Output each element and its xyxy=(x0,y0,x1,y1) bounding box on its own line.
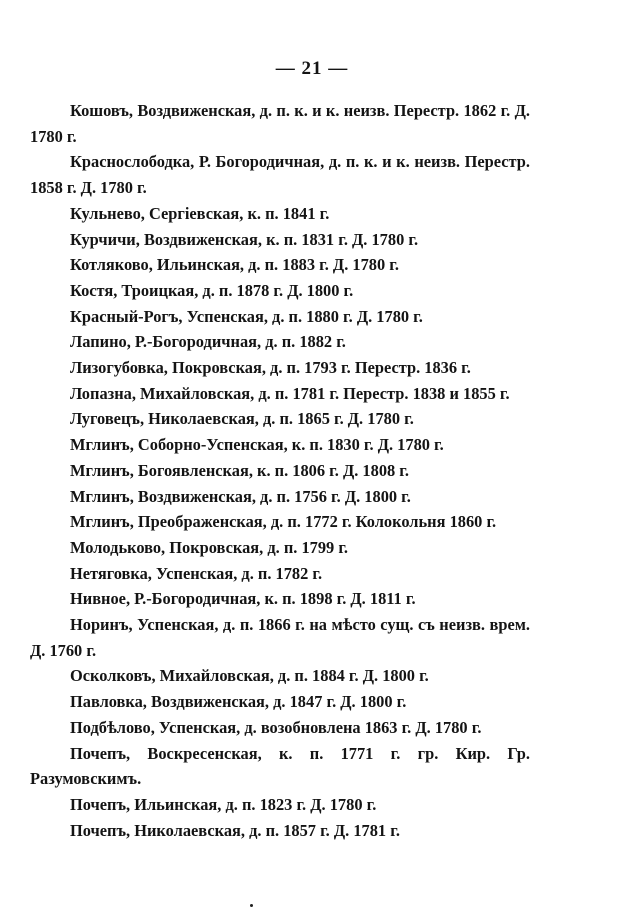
entry-text: Осколковъ, Михайловская, д. п. 1884 г. Д. 1800 г. xyxy=(70,666,429,686)
entry-text: Молодьково, Покровская, д. п. 1799 г. xyxy=(70,537,349,557)
list-item xyxy=(30,689,530,715)
list-item xyxy=(30,458,530,484)
entry-text: Красный-Рогъ, Успенская, д. п. 1880 г. Д. 1780 г. xyxy=(70,306,423,326)
church-list xyxy=(30,98,530,843)
list-item xyxy=(30,509,530,535)
entry-text: Лизогубовка, Покровская, д. п. 1793 г. Перестр. 1836 г. xyxy=(70,358,471,378)
entry-text: Кошовъ, Воздвиженская, д. п. к. и к. неизв. Перестр. 1862 г. Д. 1780 г. xyxy=(30,101,530,146)
entry-text: Нетяговка, Успенская, д. п. 1782 г. xyxy=(70,563,323,583)
list-item xyxy=(30,715,530,741)
entry-text: Костя, Троицкая, д. п. 1878 г. Д. 1800 г. xyxy=(70,280,354,300)
list-item xyxy=(30,663,530,689)
list-item xyxy=(30,149,530,200)
entry-text: Мглинъ, Соборно-Успенская, к. п. 1830 г. Д. 1780 г. xyxy=(70,435,444,455)
entry-text: Почепъ, Воскресенская, к. п. 1771 г. гр. Кир. Гр. Разумовскимъ. xyxy=(30,743,530,789)
entry-text: Луговецъ, Николаевская, д. п. 1865 г. Д. 1780 г. xyxy=(70,409,414,429)
list-item xyxy=(30,355,530,381)
entry-text: Подбѣлово, Успенская, д. возобновлена 1863 г. Д. 1780 г. xyxy=(70,717,482,737)
page-number: — 21 — xyxy=(275,58,349,79)
list-item xyxy=(30,792,530,818)
list-item xyxy=(30,381,530,407)
list-item xyxy=(30,252,530,278)
list-item xyxy=(30,201,530,227)
entry-text: Котляково, Ильинская, д. п. 1883 г. Д. 1780 г. xyxy=(70,255,399,275)
entry-text: Мглинъ, Воздвиженская, д. п. 1756 г. Д. 1800 г. xyxy=(70,486,411,506)
list-item xyxy=(30,535,530,561)
ink-speck xyxy=(250,904,253,907)
list-item xyxy=(30,741,530,792)
list-item xyxy=(30,818,530,844)
entry-text: Почепъ, Ильинская, д. п. 1823 г. Д. 1780 г. xyxy=(70,794,377,814)
list-item xyxy=(30,561,530,587)
list-item xyxy=(30,329,530,355)
entry-text: Почепъ, Николаевская, д. п. 1857 г. Д. 1781 г. xyxy=(70,820,400,840)
list-item xyxy=(30,612,530,663)
entry-text: Курчичи, Воздвиженская, к. п. 1831 г. Д. 1780 г. xyxy=(70,229,419,249)
entry-text: Лапино, Р.-Богородичная, д. п. 1882 г. xyxy=(70,332,346,352)
list-item xyxy=(30,98,530,149)
entry-text: Лопазна, Михайловская, д. п. 1781 г. Перестр. 1838 и 1855 г. xyxy=(70,383,510,403)
entry-text: Норинъ, Успенская, д. п. 1866 г. на мѣсто сущ. съ неизв. врем. Д. 1760 г. xyxy=(30,615,530,660)
list-item xyxy=(30,227,530,253)
list-item xyxy=(30,304,530,330)
list-item xyxy=(30,484,530,510)
list-item xyxy=(30,406,530,432)
entry-text: Павловка, Воздвиженская, д. 1847 г. Д. 1800 г. xyxy=(70,692,407,712)
list-item xyxy=(30,278,530,304)
entry-text: Мглинъ, Преображенская, д. п. 1772 г. Колокольня 1860 г. xyxy=(70,512,497,532)
entry-text: Краснослободка, Р. Богородичная, д. п. к. и к. неизв. Перестр. 1858 г. Д. 1780 г. xyxy=(30,152,530,198)
entry-text: Мглинъ, Богоявленская, к. п. 1806 г. Д. 1808 г. xyxy=(70,460,409,480)
entry-text: Нивное, Р.-Богородичная, к. п. 1898 г. Д. 1811 г. xyxy=(70,589,416,609)
entry-text: Кульнево, Сергіевская, к. п. 1841 г. xyxy=(70,203,330,223)
list-item xyxy=(30,586,530,612)
list-item xyxy=(30,432,530,458)
